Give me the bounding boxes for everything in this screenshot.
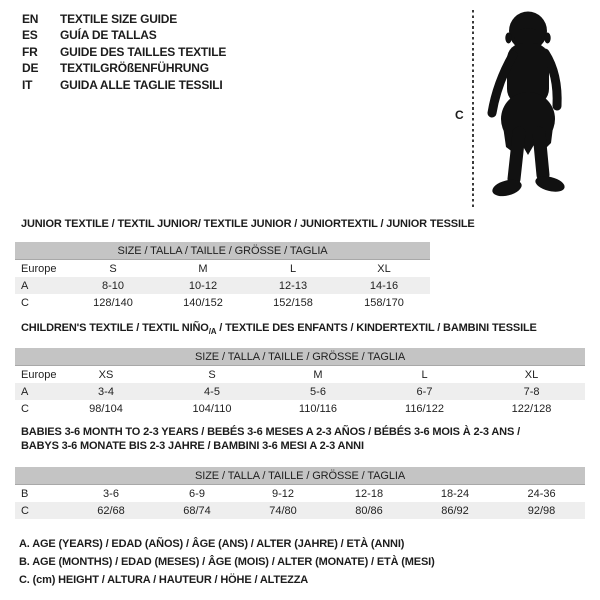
- size-value: 4-5: [159, 383, 265, 400]
- table-row: [15, 485, 585, 503]
- row-label: A: [15, 277, 68, 294]
- size-value: M: [198, 262, 208, 275]
- height-measure-label: C: [455, 108, 464, 122]
- size-value: 128/140: [93, 296, 133, 309]
- size-header-row: [15, 348, 585, 366]
- size-value: 3-4: [53, 383, 159, 400]
- size-value: 6-7: [371, 383, 478, 400]
- table-row: [15, 502, 585, 519]
- size-value: 10-12: [158, 277, 248, 294]
- language-label: TEXTILGRÖßENFÜHRUNG: [60, 61, 209, 76]
- babies-table-title: [21, 426, 596, 453]
- size-value: 14-16: [338, 277, 430, 294]
- size-value: 24-36: [527, 487, 556, 500]
- junior-table-title: JUNIOR TEXTILE / TEXTIL JUNIOR/ TEXTILE JUNIOR / JUNIORTEXTIL / JUNIOR TESSILE: [21, 218, 475, 230]
- size-value: 158/170: [364, 296, 404, 309]
- language-code: DE: [22, 61, 39, 76]
- babies-title-line1: BABIES 3-6 MONTH TO 2-3 YEARS / BEBÉS 3-6 MESES A 2-3 AÑOS / BÉBÉS 3-6 MOIS À 2-3 ANS /: [21, 426, 520, 438]
- size-value: 18-24: [440, 487, 470, 500]
- language-row-fr: [22, 44, 226, 60]
- size-value: XL: [524, 368, 539, 381]
- table-row: [15, 400, 585, 417]
- size-value: 104/110: [192, 402, 232, 415]
- table-row: [15, 260, 430, 278]
- size-value: 92/98: [498, 502, 585, 519]
- row-label: Europe: [21, 262, 57, 275]
- measurement-legend: [19, 535, 435, 589]
- legend-line-a: A. AGE (YEARS) / EDAD (AÑOS) / ÂGE (ANS) / ALTER (JAHRE) / ETÀ (ANNI): [19, 538, 405, 550]
- size-header-label: SIZE / TALLA / TAILLE / GRÖSSE / TAGLIA: [15, 348, 585, 366]
- children-size-table: [15, 348, 585, 417]
- size-value: 110/116: [298, 402, 338, 415]
- language-label: GUIDE DES TAILLES TEXTILE: [60, 44, 227, 59]
- language-label: GUIDA ALLE TAGLIE TESSILI: [60, 77, 223, 92]
- size-value: 122/128: [511, 402, 552, 415]
- row-label: Europe: [21, 368, 57, 381]
- row-label: A: [15, 383, 53, 400]
- language-label: GUÍA DE TALLAS: [60, 28, 157, 43]
- babies-size-table: [15, 467, 585, 519]
- size-value: 12-13: [248, 277, 338, 294]
- legend-line-c: C. (cm) HEIGHT / ALTURA / HAUTEUR / HÖHE / ALTEZZA: [19, 574, 309, 586]
- language-code: EN: [22, 12, 39, 26]
- children-title-text: CHILDREN'S TEXTILE / TEXTIL NIÑO: [21, 322, 209, 334]
- language-label: TEXTILE SIZE GUIDE: [60, 12, 178, 26]
- size-value: 3-6: [103, 487, 119, 500]
- row-label: C: [15, 502, 68, 519]
- children-title-subscript: /A: [208, 327, 217, 337]
- language-row-en: [22, 11, 226, 27]
- size-value: 152/158: [273, 296, 313, 309]
- size-value: 116/122: [405, 402, 444, 415]
- size-value: M: [313, 368, 323, 381]
- size-value: 68/74: [154, 502, 240, 519]
- junior-size-table: [15, 242, 430, 311]
- language-row-it: [22, 77, 226, 93]
- language-row-es: [22, 27, 226, 43]
- size-value: S: [109, 262, 117, 275]
- size-value: 98/104: [89, 402, 123, 415]
- size-value: S: [208, 368, 216, 381]
- size-value: 7-8: [478, 383, 585, 400]
- size-value: 74/80: [240, 502, 326, 519]
- size-value: 9-12: [271, 487, 295, 500]
- table-row: [15, 294, 430, 311]
- size-value: 8-10: [68, 277, 158, 294]
- row-label: B: [21, 487, 29, 500]
- table-row: [15, 277, 430, 294]
- row-label: C: [21, 402, 29, 415]
- size-value: 12-18: [354, 487, 384, 500]
- size-header-row: [15, 467, 585, 485]
- children-table-title: [21, 322, 537, 339]
- table-row: [15, 366, 585, 384]
- babies-title-line2: BABYS 3-6 MONATE BIS 2-3 JAHRE / BAMBINI 3-6 MESI A 2-3 ANNI: [21, 439, 364, 452]
- size-value: L: [289, 262, 297, 275]
- legend-line-b: B. AGE (MONTHS) / EDAD (MESES) / ÂGE (MOIS) / ALTER (MONATE) / ETÀ (MESI): [19, 556, 435, 568]
- size-value: 86/92: [412, 502, 498, 519]
- language-code: ES: [22, 28, 38, 43]
- size-value: 5-6: [265, 383, 371, 400]
- toddler-silhouette: [483, 7, 578, 207]
- size-header-label: SIZE / TALLA / TAILLE / GRÖSSE / TAGLIA: [15, 467, 585, 485]
- size-value: 6-9: [189, 487, 205, 500]
- language-list: [22, 11, 226, 93]
- size-value: L: [421, 368, 428, 381]
- row-label: C: [21, 296, 29, 309]
- size-value: 140/152: [183, 296, 223, 309]
- language-row-de: [22, 60, 226, 76]
- size-value: 62/68: [68, 502, 154, 519]
- size-header-row: [15, 242, 430, 260]
- size-header-label: SIZE / TALLA / TAILLE / GRÖSSE / TAGLIA: [15, 242, 430, 260]
- language-code: IT: [22, 77, 33, 92]
- language-code: FR: [22, 44, 38, 59]
- size-value: XS: [98, 368, 114, 381]
- children-title-text: / TEXTILE DES ENFANTS / KINDERTEXTIL / BAMBINI TESSILE: [216, 322, 537, 334]
- height-measure-dashed-line: [472, 10, 474, 207]
- table-row: [15, 383, 585, 400]
- size-value: 80/86: [326, 502, 412, 519]
- size-value: XL: [377, 262, 391, 275]
